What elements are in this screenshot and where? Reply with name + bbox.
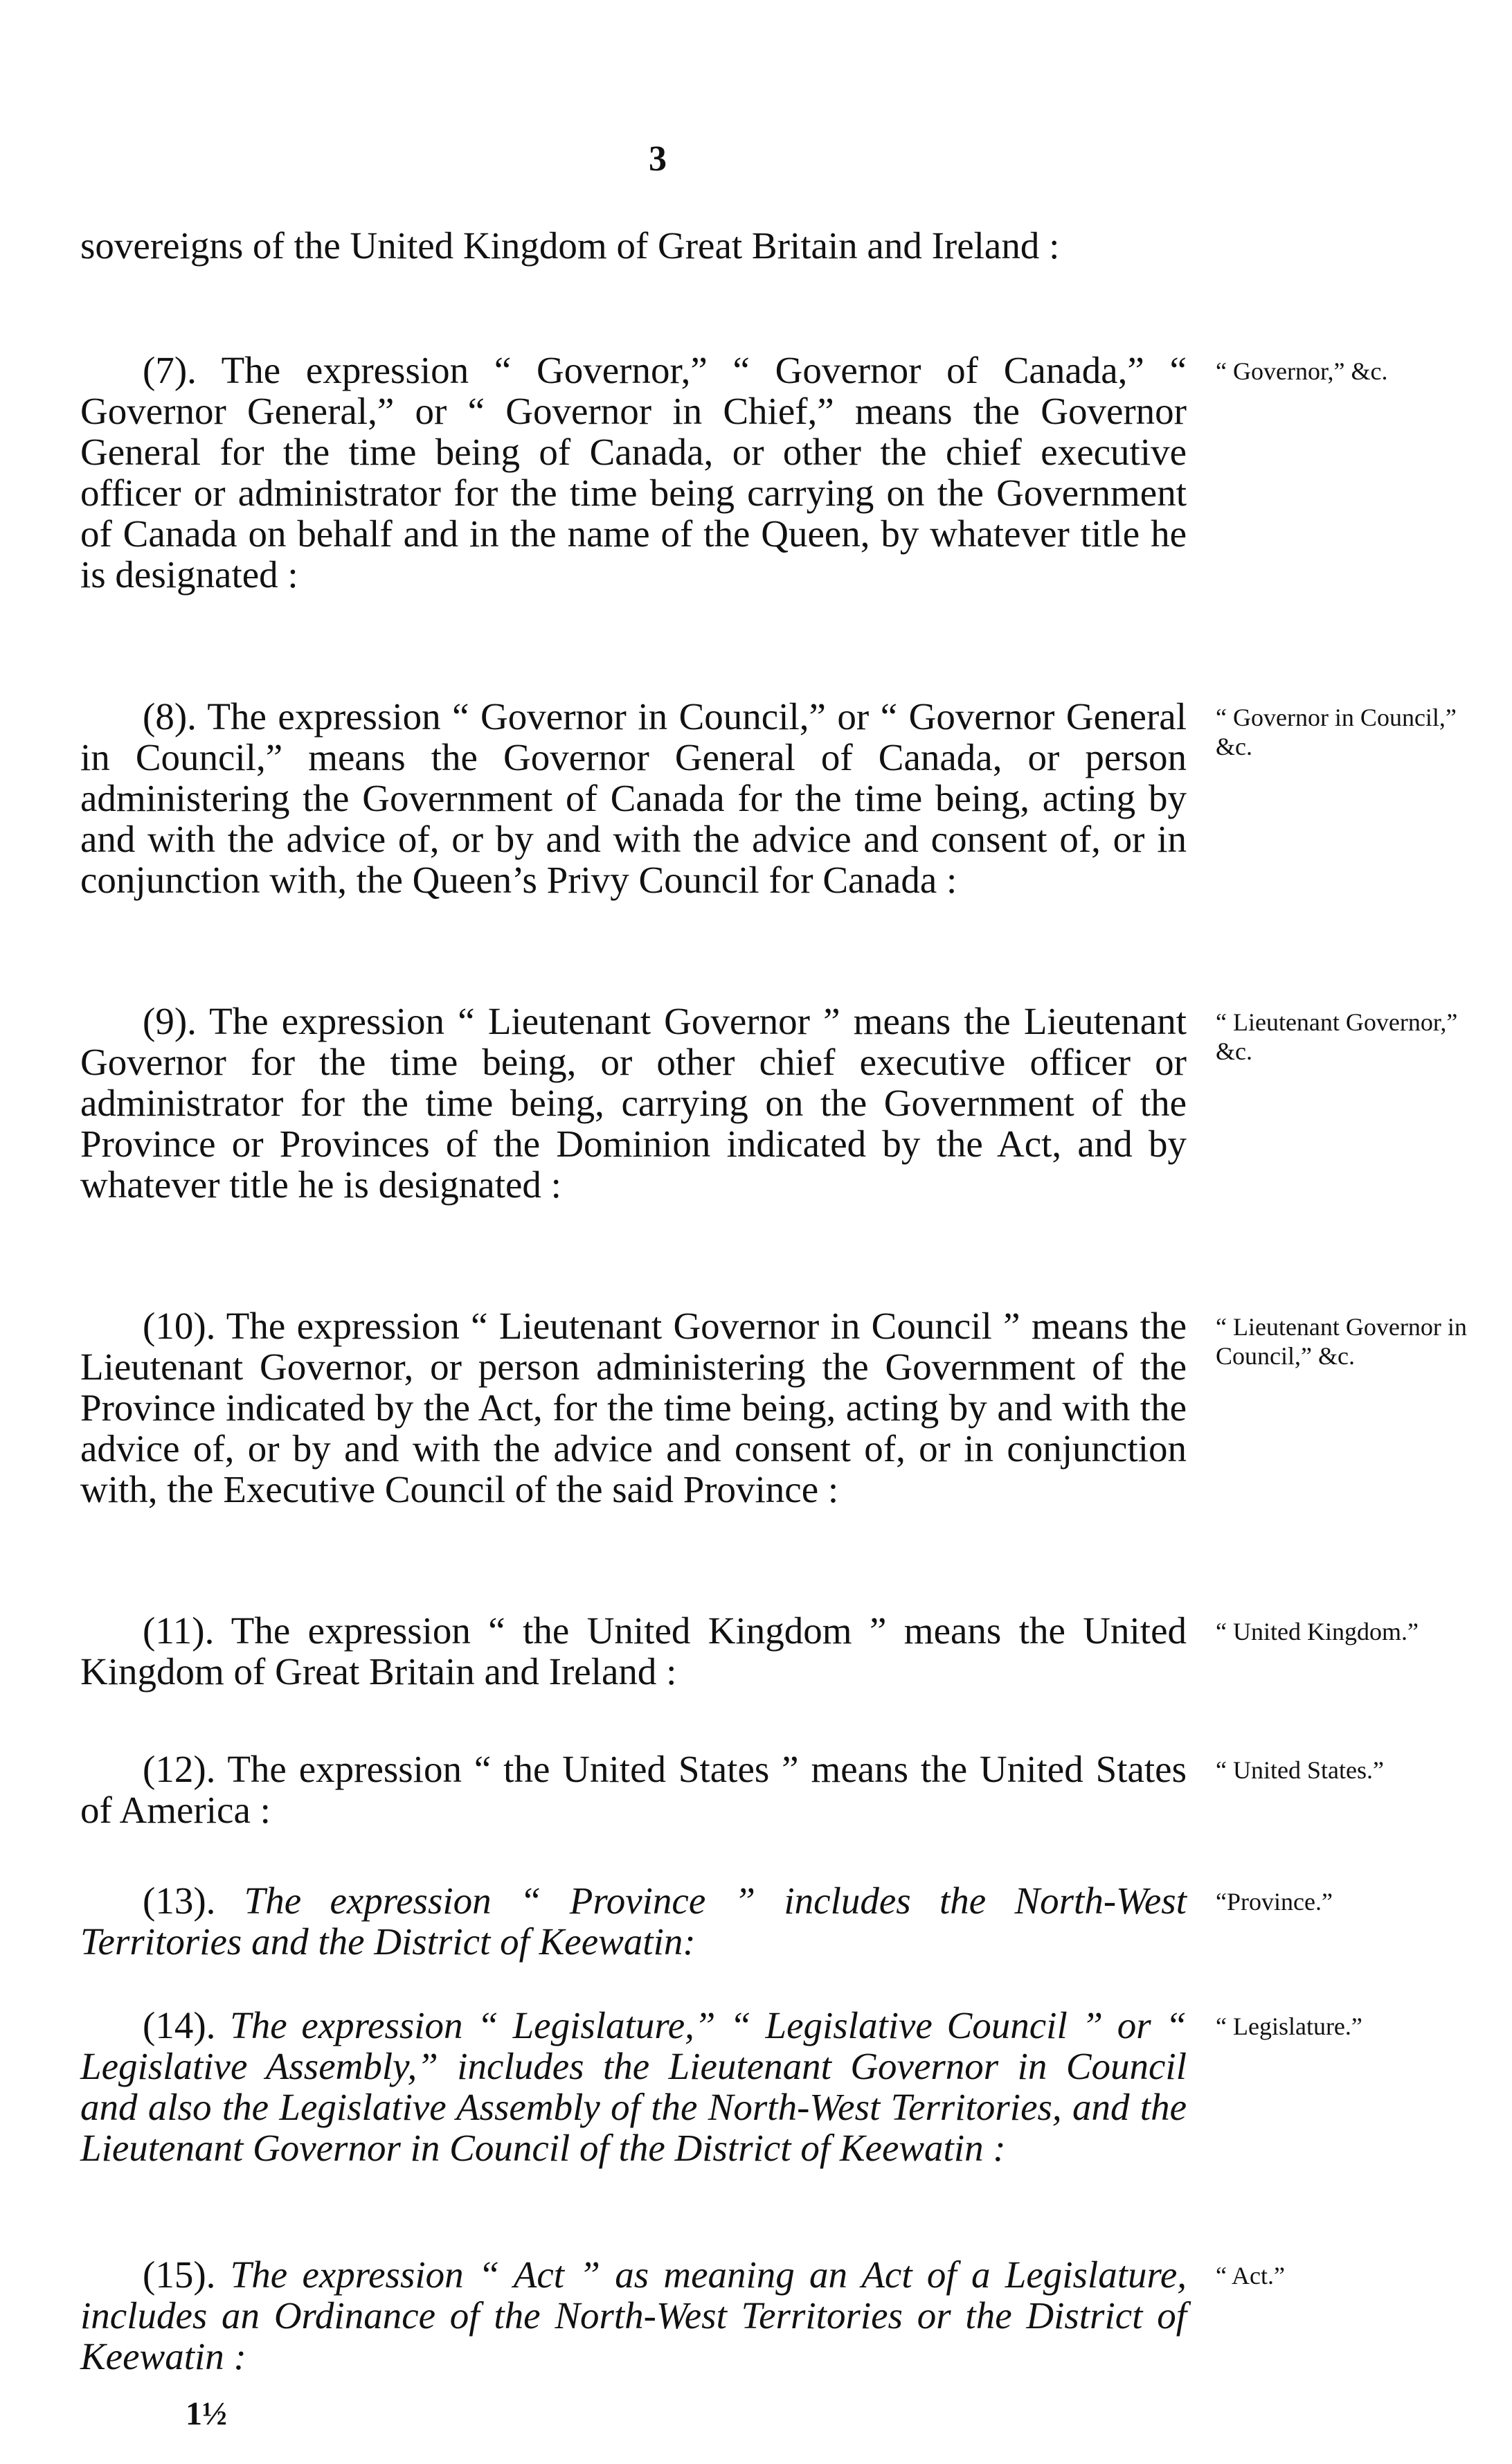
clause-15-text: The expression “ Act ” as meaning an Act of a Legislature, includes an Ordinance of the North-West Territories or the District of Keewatin :	[80, 2253, 1187, 2377]
clause-9-text: The expression “ Lieutenant Governor ” means the Lieutenant Governor for the time being, or other chief executive officer or administrator for the time being, carrying on the Government of the Province or Provinces of the Dominion indicated by the Act, and by whatever title he is designated :	[80, 1000, 1187, 1206]
clause-15-body	[80, 2254, 1187, 2377]
clause-7-text: The expression “ Governor,” “ Governor of Canada,” “ Governor General,” or “ Governor in Chief,” means the Governor General for the time being of Canada, or other the chief executive officer or administrator for the time being carrying on the Government of Canada on behalf and in the name of the Queen, by whatever title he is designated :	[80, 349, 1187, 596]
margin-note-act: “ Act.”	[1216, 2262, 1285, 2289]
clause-14-text: The expression “ Legislature,” “ Legislative Council ” or “ Legislative Assembly,” includes the Lieutenant Governor in Council and also the Legislative Assembly of the North-West Territories, and the Lieutenant Governor in Council of the District of Keewatin :	[80, 2004, 1187, 2169]
clause-12-number: (12).	[143, 1748, 216, 1790]
clause-7-number: (7).	[143, 349, 197, 391]
clause-14-number: (14).	[143, 2004, 216, 2046]
clause-9-number: (9).	[143, 1000, 197, 1042]
signature-mark: 1½	[186, 2395, 227, 2432]
clause-8-text: The expression “ Governor in Council,” or “ Governor General in Council,” means the Governor General of Canada, or person administering the Government of Canada for the time being, acting by and with the advice of, or by and with the advice and consent of, or in conjunction with, the Queen’s Privy Council for Canada :	[80, 695, 1187, 901]
clause-11-body	[80, 1610, 1187, 1692]
margin-note-lieutenant-governor: “ Lieutenant Governor,” &c.	[1216, 1008, 1458, 1065]
clause-14-body	[80, 2005, 1187, 2168]
clause-10-body	[80, 1305, 1187, 1510]
margin-note-governor: “ Governor,” &c.	[1216, 357, 1388, 385]
margin-note-province: “Province.”	[1216, 1888, 1333, 1916]
clause-10-number: (10).	[143, 1305, 216, 1347]
margin-note-united-states: “ United States.”	[1216, 1756, 1384, 1784]
page-number: 3	[649, 139, 667, 179]
continuation-text: sovereigns of the United Kingdom of Great Britain and Ireland :	[80, 224, 1060, 267]
clause-13-number: (13).	[143, 1880, 216, 1922]
margin-note-governor-in-council: “ Governor in Council,” &c.	[1216, 704, 1457, 760]
clause-10-text: The expression “ Lieutenant Governor in Council ” means the Lieutenant Governor, or person administering the Government of the Province indicated by the Act, for the time being, acting by and with the advice of, or by and with the advice and consent of, or in conjunction with, the Executive Council of the said Province :	[80, 1305, 1187, 1510]
clause-15-number: (15).	[143, 2253, 216, 2296]
clause-13-text: The expression “ Province ” includes the North-West Territories and the District of Keewatin:	[80, 1880, 1187, 1963]
clause-8-body	[80, 696, 1187, 900]
margin-note-united-kingdom: “ United Kingdom.”	[1216, 1618, 1419, 1645]
clause-11-number: (11).	[143, 1609, 215, 1652]
clause-12-text: The expression “ the United States ” means the United States of America :	[80, 1748, 1187, 1831]
clause-11-text: The expression “ the United Kingdom ” means the United Kingdom of Great Britain and Ireland :	[80, 1609, 1187, 1693]
margin-note-lieutenant-governor-in-council: “ Lieutenant Governor in Council,” &c.	[1216, 1313, 1467, 1370]
margin-note-legislature: “ Legislature.”	[1216, 2012, 1362, 2040]
clause-7-body	[80, 350, 1187, 595]
clause-8-number: (8).	[143, 695, 197, 738]
clause-12-body	[80, 1749, 1187, 1830]
clause-13-body	[80, 1880, 1187, 1962]
clause-9-body	[80, 1001, 1187, 1205]
